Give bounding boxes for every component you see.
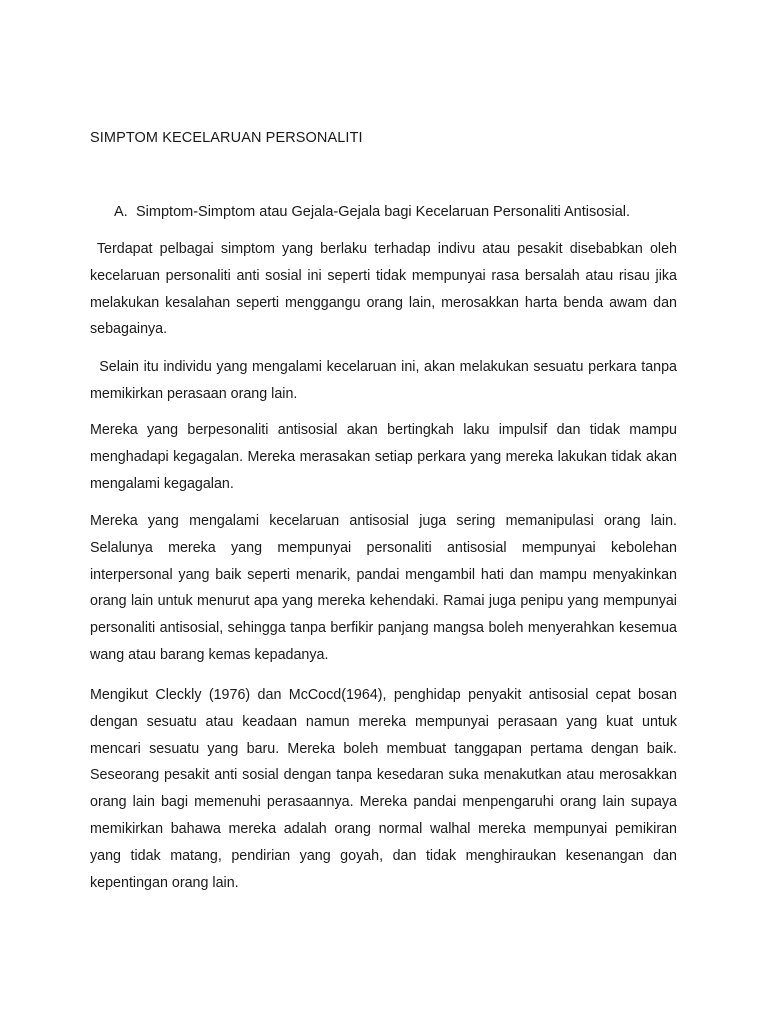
paragraph-1: [90, 236, 677, 343]
paragraph-2: [90, 354, 677, 408]
section-heading-text: Simptom-Simptom atau Gejala-Gejala bagi Kecelaruan Personaliti Antisosial.: [136, 204, 631, 220]
paragraph-5: Mengikut Cleckly (1976) dan McCocd(1964), penghidap penyakit antisosial cepat bosan dengan sesuatu atau keadaan namun mereka mempunyai perasaan yang kuat untuk mencari sesuatu yang baru. Mereka boleh membuat tanggapan pertama dengan baik. Seseorang pesakit anti sosial dengan tanpa kesedaran suka menakutkan atau merosakkan orang lain bagi memenuhi perasaannya. Mereka pandai menpengaruhi orang lain supaya memikirkan bahawa mereka adalah orang normal walhal mereka mempunyai pemikiran yang tidak matang, pendirian yang goyah, dan tidak menghiraukan kesenangan dan kepentingan orang lain.: [90, 687, 677, 891]
paragraph-4: Mereka yang mengalami kecelaruan antisosial juga sering memanipulasi orang lain. Selalunya mereka yang mempunyai personaliti antisosial mempunyai kebolehan interpersonal yang baik seperti menarik, pandai mengambil hati dan mampu menyakinkan orang lain untuk menurut apa yang mereka kehendaki. Ramai juga penipu yang mempunyai personaliti antisosial, sehingga tanpa berfikir panjang mangsa boleh menyerahkan kesemua wang atau barang kemas kepadanya.: [90, 513, 677, 663]
section-heading: [114, 204, 630, 220]
paragraph-3: Mereka yang berpesonaliti antisosial akan bertingkah laku impulsif dan tidak mampu menghadapi kegagalan. Mereka merasakan setiap perkara yang mereka lakukan tidak akan mengalami kegagalan.: [90, 422, 677, 492]
section-marker: A.: [114, 204, 128, 220]
paragraph-1-text: Terdapat pelbagai simptom yang berlaku terhadap indivu atau pesakit disebabkan oleh kecelaruan personaliti anti sosial ini seperti tidak mempunyai rasa bersalah atau risau jika melakukan kesalahan seperti menggangu orang lain, merosakkan harta benda awam dan sebagainya.: [90, 241, 677, 338]
document-title: SIMPTOM KECELARUAN PERSONALITI: [90, 130, 363, 146]
paragraph-2-text: Selain itu individu yang mengalami kecelaruan ini, akan melakukan sesuatu perkara tanpa memikirkan perasaan orang lain.: [90, 359, 677, 402]
